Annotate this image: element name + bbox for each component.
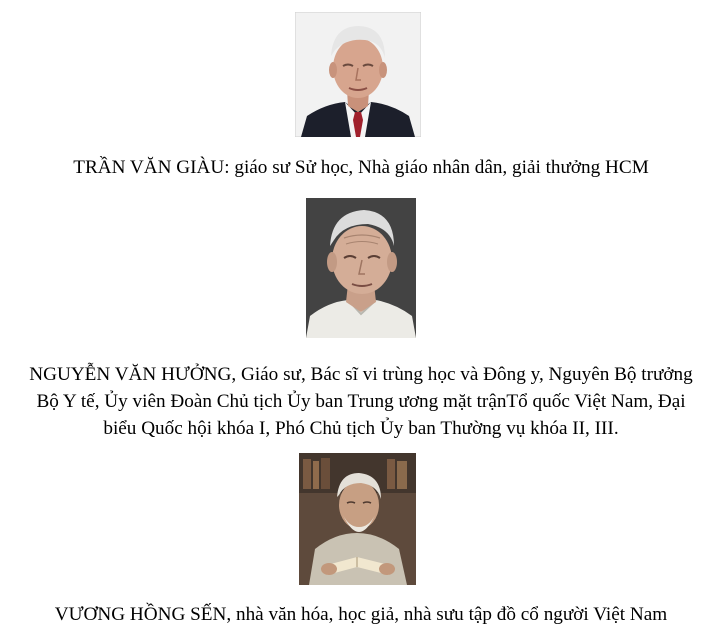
caption-line: VƯƠNG HỒNG SẾN, nhà văn hóa, học giả, nhà sưu tập đồ cổ người Việt Nam bbox=[54, 604, 668, 625]
caption-line: Bộ Y tế, Ủy viên Đoàn Chủ tịch Ủy ban Trung ương mặt trậnTổ quốc Việt Nam, Đại bbox=[36, 391, 686, 412]
caption-vuong-hong-sen bbox=[0, 601, 722, 628]
portrait-photo-vuong-hong-sen bbox=[299, 453, 416, 585]
caption-nguyen-van-huong bbox=[0, 361, 722, 442]
portrait-photo-tran-van-giau bbox=[295, 12, 421, 137]
caption-tran-van-giau bbox=[0, 154, 722, 181]
portrait-photo-nguyen-van-huong bbox=[306, 198, 416, 338]
caption-line: biểu Quốc hội khóa I, Phó Chủ tịch Ủy ban Thường vụ khóa II, III. bbox=[103, 418, 619, 439]
caption-line: NGUYỄN VĂN HƯỞNG, Giáo sư, Bác sĩ vi trùng học và Đông y, Nguyên Bộ trưởng bbox=[29, 364, 693, 385]
caption-line: TRẦN VĂN GIÀU: giáo sư Sử học, Nhà giáo nhân dân, giải thưởng HCM bbox=[73, 157, 649, 178]
